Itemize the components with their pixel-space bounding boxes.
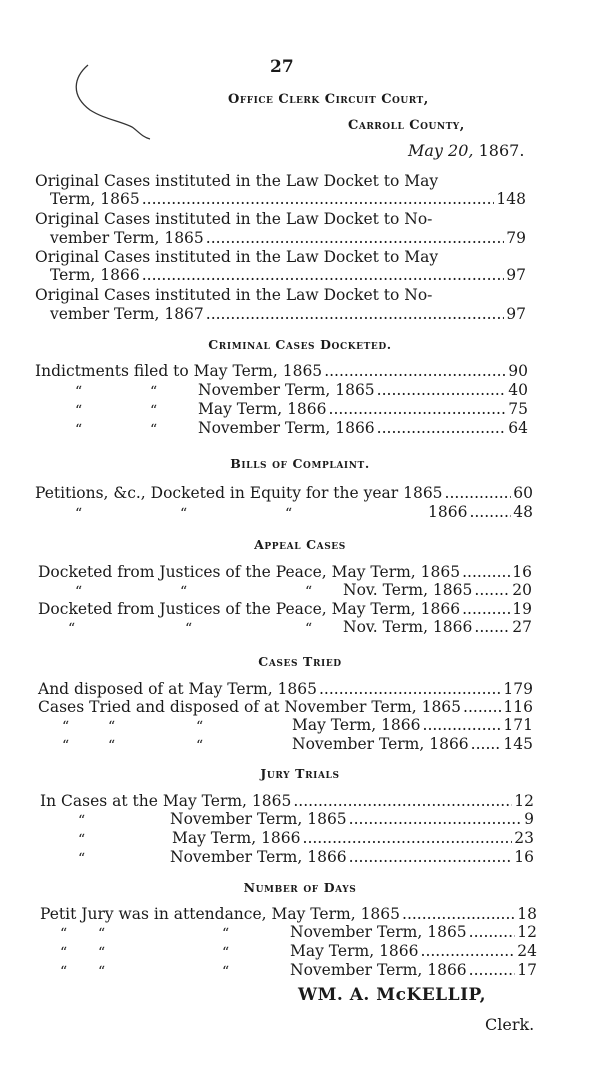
appeal-row-2-value: 20 [512,581,532,599]
ditto-mark: “ [75,422,83,438]
leader-dots [329,400,507,418]
ditto-mark: “ [150,384,158,400]
original-case-4-row [50,305,526,323]
original-case-3-term: Term, 1866 [50,266,140,284]
tried-row-3-value: 171 [503,716,533,734]
leader-dots [471,735,502,753]
appeal-row-1-value: 16 [512,563,532,581]
ditto-mark: “ [150,422,158,438]
tried-row-1-label: And disposed of at May Term, 1865 [38,680,317,698]
jury-row-4-value: 16 [514,848,534,866]
leader-dots [421,942,516,960]
leader-dots [142,190,495,208]
appeal-row-3-label: Docketed from Justices of the Peace, May Term, 1866 [38,600,461,618]
days-row-4-label: November Term, 1866 [290,961,467,979]
ditto-mark: “ [222,926,230,942]
ditto-mark: “ [60,926,68,942]
original-case-4-value: 97 [506,305,526,323]
leader-dots [462,563,510,581]
ditto-mark: “ [305,621,313,637]
jury-row-2-value: 9 [524,810,534,828]
original-case-1-value: 148 [496,190,526,208]
ditto-mark: “ [285,506,293,522]
leader-dots [324,362,506,380]
ditto-mark: “ [75,403,83,419]
leader-dots [142,266,505,284]
signature-title: Clerk. [485,1015,535,1034]
appeal-row-2 [343,581,532,599]
appeal-row-3 [38,600,532,618]
days-row-3-value: 24 [517,942,537,960]
letterhead-county: Carroll County, [348,118,465,133]
ditto-mark: “ [185,621,193,637]
ditto-mark: “ [180,506,188,522]
ditto-mark: “ [75,584,83,600]
ditto-mark: “ [150,403,158,419]
tried-row-3 [292,716,533,734]
leader-dots [462,600,510,618]
date-month-day: May 20, [408,141,474,160]
ditto-mark: “ [98,926,106,942]
days-row-2-value: 12 [517,923,537,941]
appeal-row-2-label: Nov. Term, 1865 [343,581,473,599]
ditto-mark: “ [98,945,106,961]
ditto-mark: “ [62,719,70,735]
tried-row-4-label: November Term, 1866 [292,735,469,753]
tried-row-4 [292,735,533,753]
original-case-2-line1: Original Cases instituted in the Law Docket to No- [35,210,433,228]
tried-row-4-value: 145 [503,735,533,753]
jury-row-1-label: In Cases at the May Term, 1865 [40,792,292,810]
leader-dots [349,810,522,828]
criminal-row-4-label: November Term, 1866 [198,419,375,437]
leader-dots [293,792,512,810]
criminal-row-1-label: Indictments filed to May Term, 1865 [35,362,323,380]
ditto-mark: “ [196,719,204,735]
tried-row-3-label: May Term, 1866 [292,716,421,734]
signature-name: WM. A. McKELLIP, [298,985,487,1005]
leader-dots [445,484,512,502]
days-row-1 [40,905,537,923]
leader-dots [469,503,511,521]
original-case-1-term: Term, 1865 [50,190,140,208]
days-row-3 [290,942,537,960]
leader-dots [303,829,513,847]
appeal-row-4-value: 27 [512,618,532,636]
appeal-row-4-label: Nov. Term, 1866 [343,618,473,636]
original-case-2-value: 79 [506,229,526,247]
ditto-mark: “ [75,384,83,400]
criminal-row-2-value: 40 [508,381,528,399]
bills-heading: Bills of Complaint. [230,456,370,471]
criminal-row-4 [198,419,528,437]
leader-dots [377,381,507,399]
ditto-mark: “ [180,584,188,600]
original-case-4-line1: Original Cases instituted in the Law Docket to No- [35,286,433,304]
jury-row-3 [172,829,534,847]
criminal-row-3 [198,400,528,418]
bills-row-2-value: 48 [513,503,533,521]
criminal-row-4-value: 64 [508,419,528,437]
tried-row-1 [38,680,533,698]
original-case-4-term: vember Term, 1867 [50,305,204,323]
days-row-1-label: Petit Jury was in attendance, May Term, 1865 [40,905,401,923]
criminal-heading: Criminal Cases Docketed. [208,337,392,352]
bills-row-2-label: 1866 [428,503,468,521]
ditto-mark: “ [196,738,204,754]
jury-row-4 [170,848,534,866]
original-case-1-row [50,190,526,208]
ditto-mark: “ [62,738,70,754]
original-case-3-line1: Original Cases instituted in the Law Docket to May [35,248,439,266]
leader-dots [206,305,504,323]
jury-row-2-label: November Term, 1865 [170,810,347,828]
tried-row-2 [38,698,533,716]
ditto-mark: “ [222,964,230,980]
letterhead-office: Office Clerk Circuit Court, [228,92,429,107]
appeal-row-3-value: 19 [512,600,532,618]
leader-dots [319,680,501,698]
leader-dots [474,581,510,599]
tried-heading: Cases Tried [258,654,342,669]
ditto-mark: “ [305,584,313,600]
criminal-row-2 [198,381,528,399]
tried-row-2-label: Cases Tried and disposed of at November Term, 1865 [38,698,462,716]
leader-dots [402,905,515,923]
original-case-3-row [50,266,526,284]
jury-row-1 [40,792,534,810]
original-case-1-line1: Original Cases instituted in the Law Docket to May [35,172,439,190]
jury-row-1-value: 12 [514,792,534,810]
ditto-mark: “ [78,813,86,829]
ditto-mark: “ [108,738,116,754]
jury-heading: Jury Trials [260,766,340,781]
jury-row-2 [170,810,534,828]
leader-dots [349,848,513,866]
page-number: 27 [270,57,294,77]
leader-dots [469,961,516,979]
date-year: 1867. [478,141,525,160]
days-row-4-value: 17 [517,961,537,979]
appeal-row-1-label: Docketed from Justices of the Peace, May Term, 1865 [38,563,461,581]
jury-row-3-value: 23 [514,829,534,847]
days-heading: Number of Days [243,880,357,895]
days-row-2-label: November Term, 1865 [290,923,467,941]
ditto-mark: “ [222,945,230,961]
appeal-row-4 [343,618,532,636]
appeal-heading: Appeal Cases [254,537,346,552]
criminal-row-3-label: May Term, 1866 [198,400,327,418]
ditto-mark: “ [78,832,86,848]
original-case-2-row [50,229,526,247]
leader-dots [474,618,510,636]
criminal-row-1-value: 90 [508,362,528,380]
leader-dots [377,419,507,437]
criminal-row-1 [35,362,528,380]
jury-row-3-label: May Term, 1866 [172,829,301,847]
ditto-mark: “ [98,964,106,980]
original-case-3-value: 97 [506,266,526,284]
jury-row-4-label: November Term, 1866 [170,848,347,866]
tried-row-2-value: 116 [503,698,533,716]
letterhead-date [408,141,524,160]
appeal-row-1 [38,563,532,581]
days-row-4 [290,961,537,979]
criminal-row-2-label: November Term, 1865 [198,381,375,399]
leader-dots [463,698,501,716]
ditto-mark: “ [108,719,116,735]
pen-mark-decoration [60,55,170,145]
ditto-mark: “ [75,506,83,522]
ditto-mark: “ [60,964,68,980]
tried-row-1-value: 179 [503,680,533,698]
ditto-mark: “ [68,621,76,637]
bills-row-1 [35,484,533,502]
ditto-mark: “ [78,851,86,867]
days-row-3-label: May Term, 1866 [290,942,419,960]
original-case-2-term: vember Term, 1865 [50,229,204,247]
bills-row-1-label: Petitions, &c., Docketed in Equity for the year 1865 [35,484,443,502]
leader-dots [423,716,502,734]
criminal-row-3-value: 75 [508,400,528,418]
leader-dots [469,923,516,941]
bills-row-2 [428,503,533,521]
days-row-1-value: 18 [517,905,537,923]
days-row-2 [290,923,537,941]
ditto-mark: “ [60,945,68,961]
bills-row-1-value: 60 [513,484,533,502]
leader-dots [206,229,504,247]
